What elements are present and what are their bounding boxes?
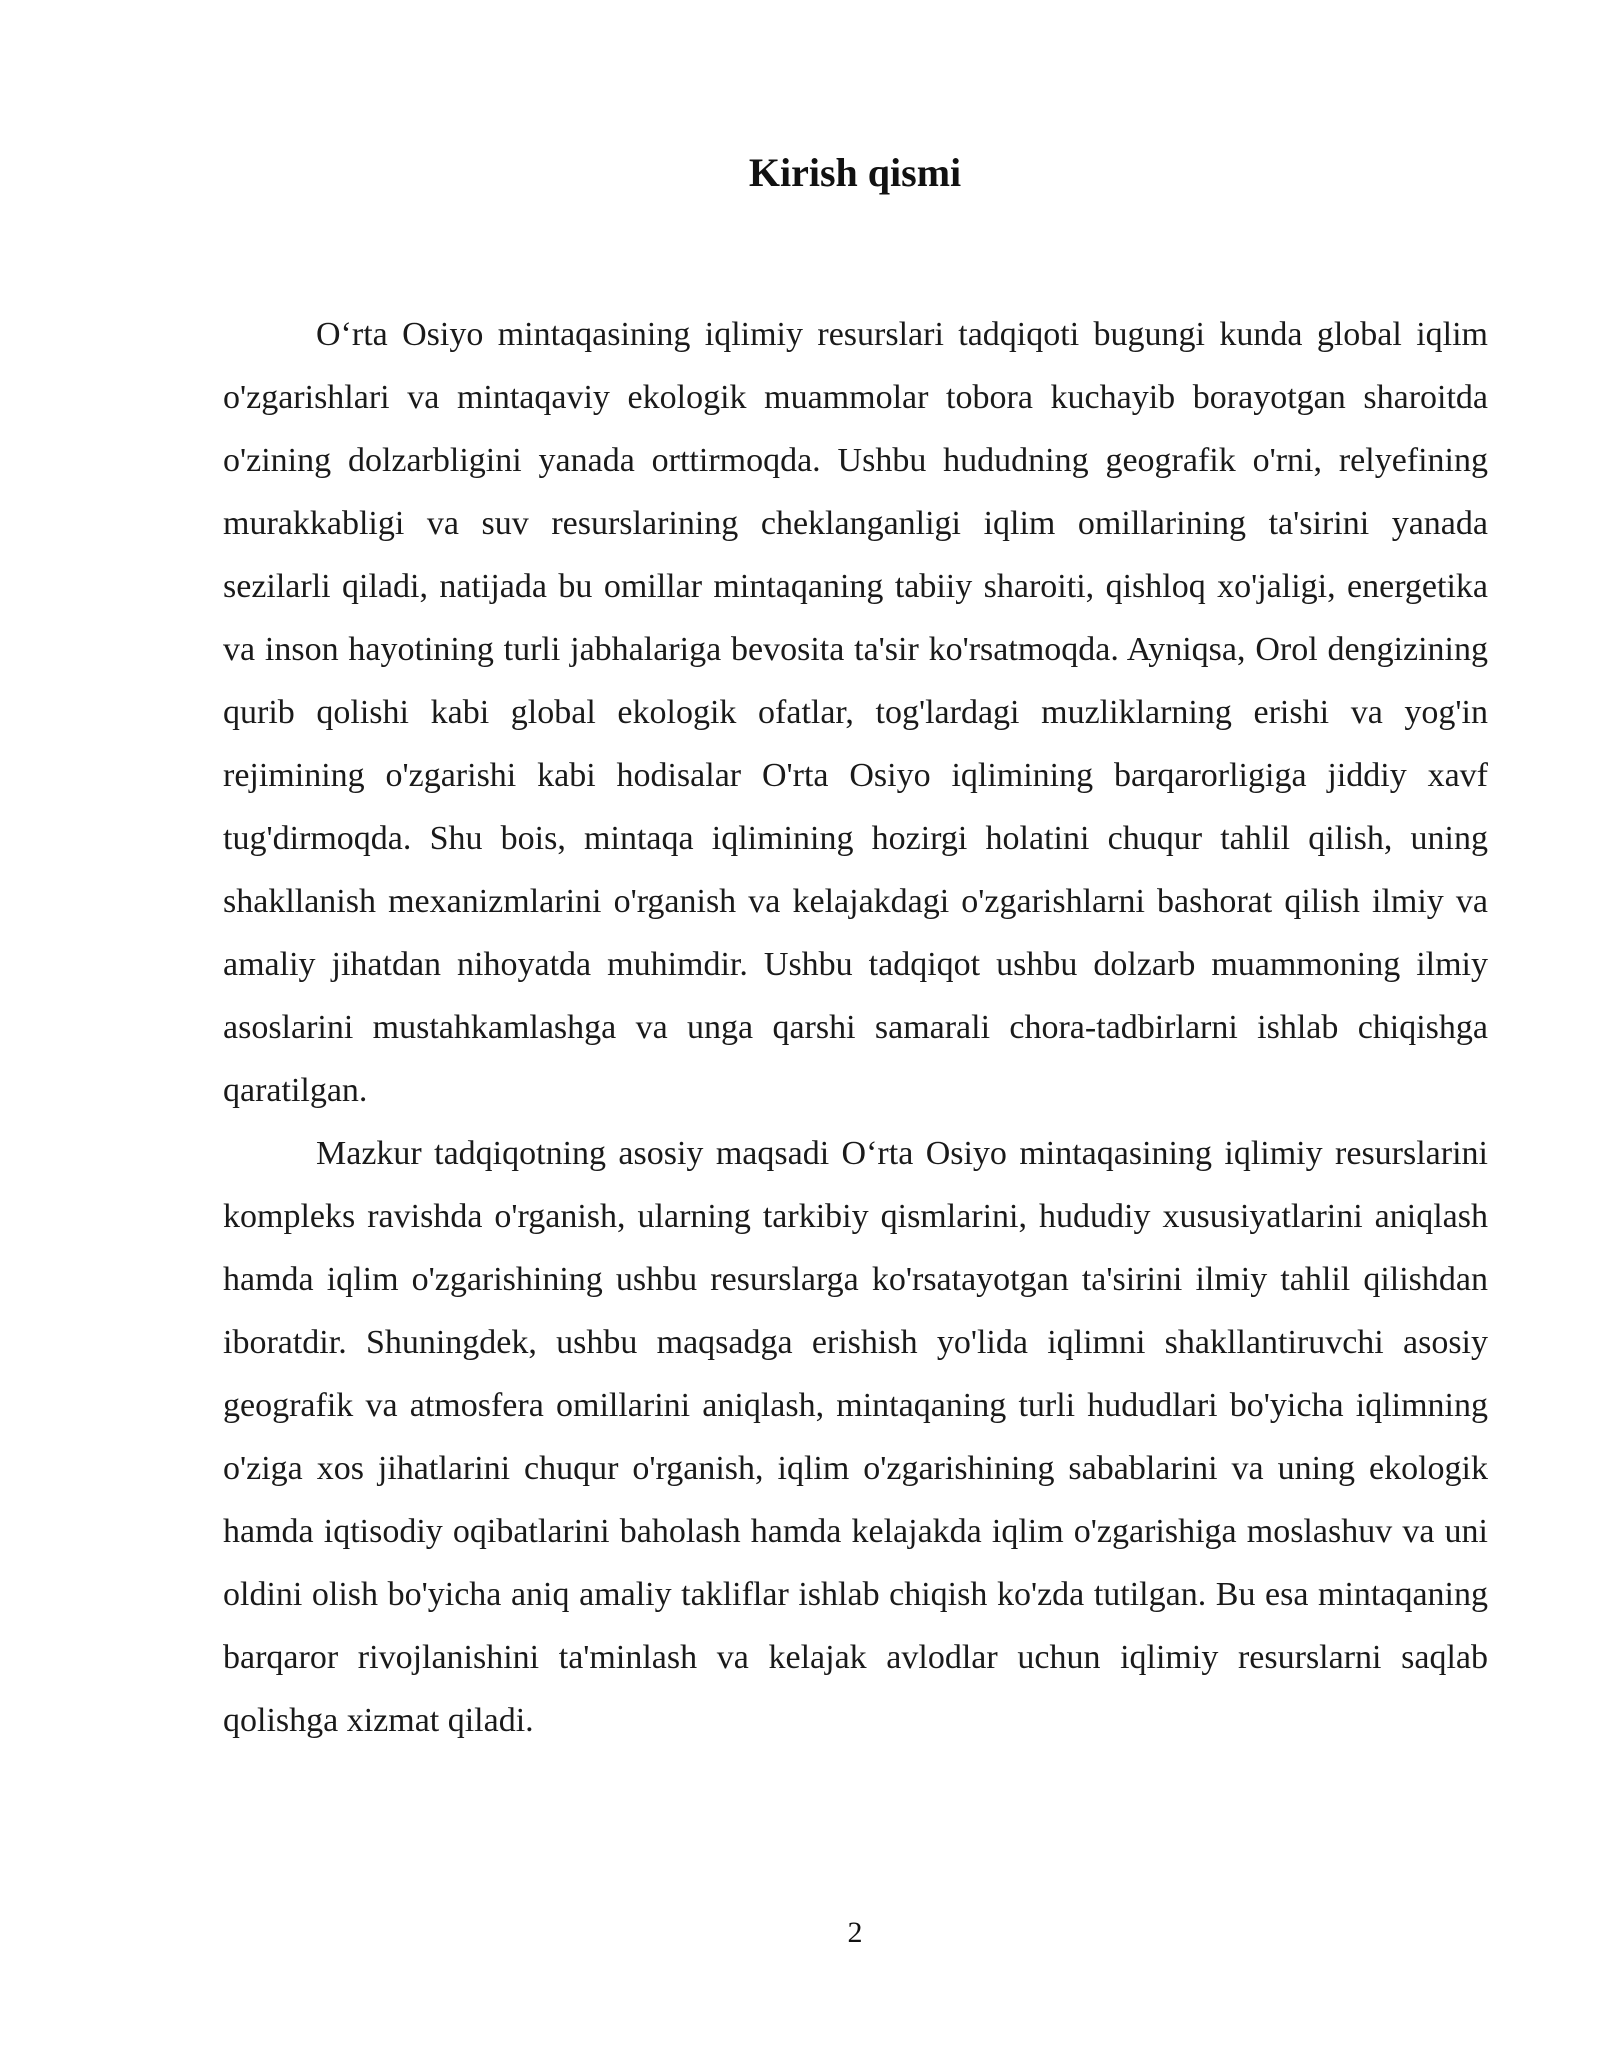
paragraph-research-goal: Mazkur tadqiqotning asosiy maqsadi O‘rta Osiyo mintaqasining iqlimiy resurslarini kompleks ravishda o'rganish, ularning tarkibiy qismlarini, hududiy xususiyatlarini aniqlash hamda iqlim o'zgarishining ushbu resurslarga ko'rsatayotgan ta'sirini ilmiy tahlil qilishdan iboratdir. Shuningdek, ushbu maqsadga erishish yo'lida iqlimni shakllantiruvchi asosiy geografik va atmosfera omillarini aniqlash, mintaqaning turli hududlari bo'yicha iqlimning o'ziga xos jihatlarini chuqur o'rganish, iqlim o'zgarishining sabablarini va uning ekologik hamda iqtisodiy oqibatlarini baholash hamda kelajakda iqlim o'zgarishiga moslashuv va uni oldini olish bo'yicha aniq amaliy takliflar ishlab chiqish ko'zda tutilgan. Bu esa mintaqaning barqaror rivojlanishini ta'minlash va kelajak avlodlar uchun iqlimiy resurslarni saqlab qolishga xizmat qiladi. bbox=[223, 1135, 1488, 1739]
page-number: 2 bbox=[847, 1916, 863, 1949]
page-title: Kirish qismi bbox=[748, 150, 962, 195]
body-text bbox=[223, 303, 1488, 1752]
paragraph-introduction: O‘rta Osiyo mintaqasining iqlimiy resurslari tadqiqoti bugungi kunda global iqlim o'zgarishlari va mintaqaviy ekologik muammolar tobora kuchayib borayotgan sharoitda o'zining dolzarbligini yanada orttirmoqda. Ushbu hududning geografik o'rni, relyefining murakkabligi va suv resurslarining cheklanganligi iqlim omillarining ta'sirini yanada sezilarli qiladi, natijada bu omillar mintaqaning tabiiy sharoiti, qishloq xo'jaligi, energetika va inson hayotining turli jabhalariga bevosita ta'sir ko'rsatmoqda. Ayniqsa, Orol dengizining qurib qolishi kabi global ekologik ofatlar, tog'lardagi muzliklarning erishi va yog'in rejimining o'zgarishi kabi hodisalar O'rta Osiyo iqlimining barqarorligiga jiddiy xavf tug'dirmoqda. Shu bois, mintaqa iqlimining hozirgi holatini chuqur tahlil qilish, uning shakllanish mexanizmlarini o'rganish va kelajakdagi o'zgarishlarni bashorat qilish ilmiy va amaliy jihatdan nihoyatda muhimdir. Ushbu tadqiqot ushbu dolzarb muammoning ilmiy asoslarini mustahkamlashga va unga qarshi samarali chora-tadbirlarni ishlab chiqishga qaratilgan. bbox=[223, 316, 1488, 1109]
